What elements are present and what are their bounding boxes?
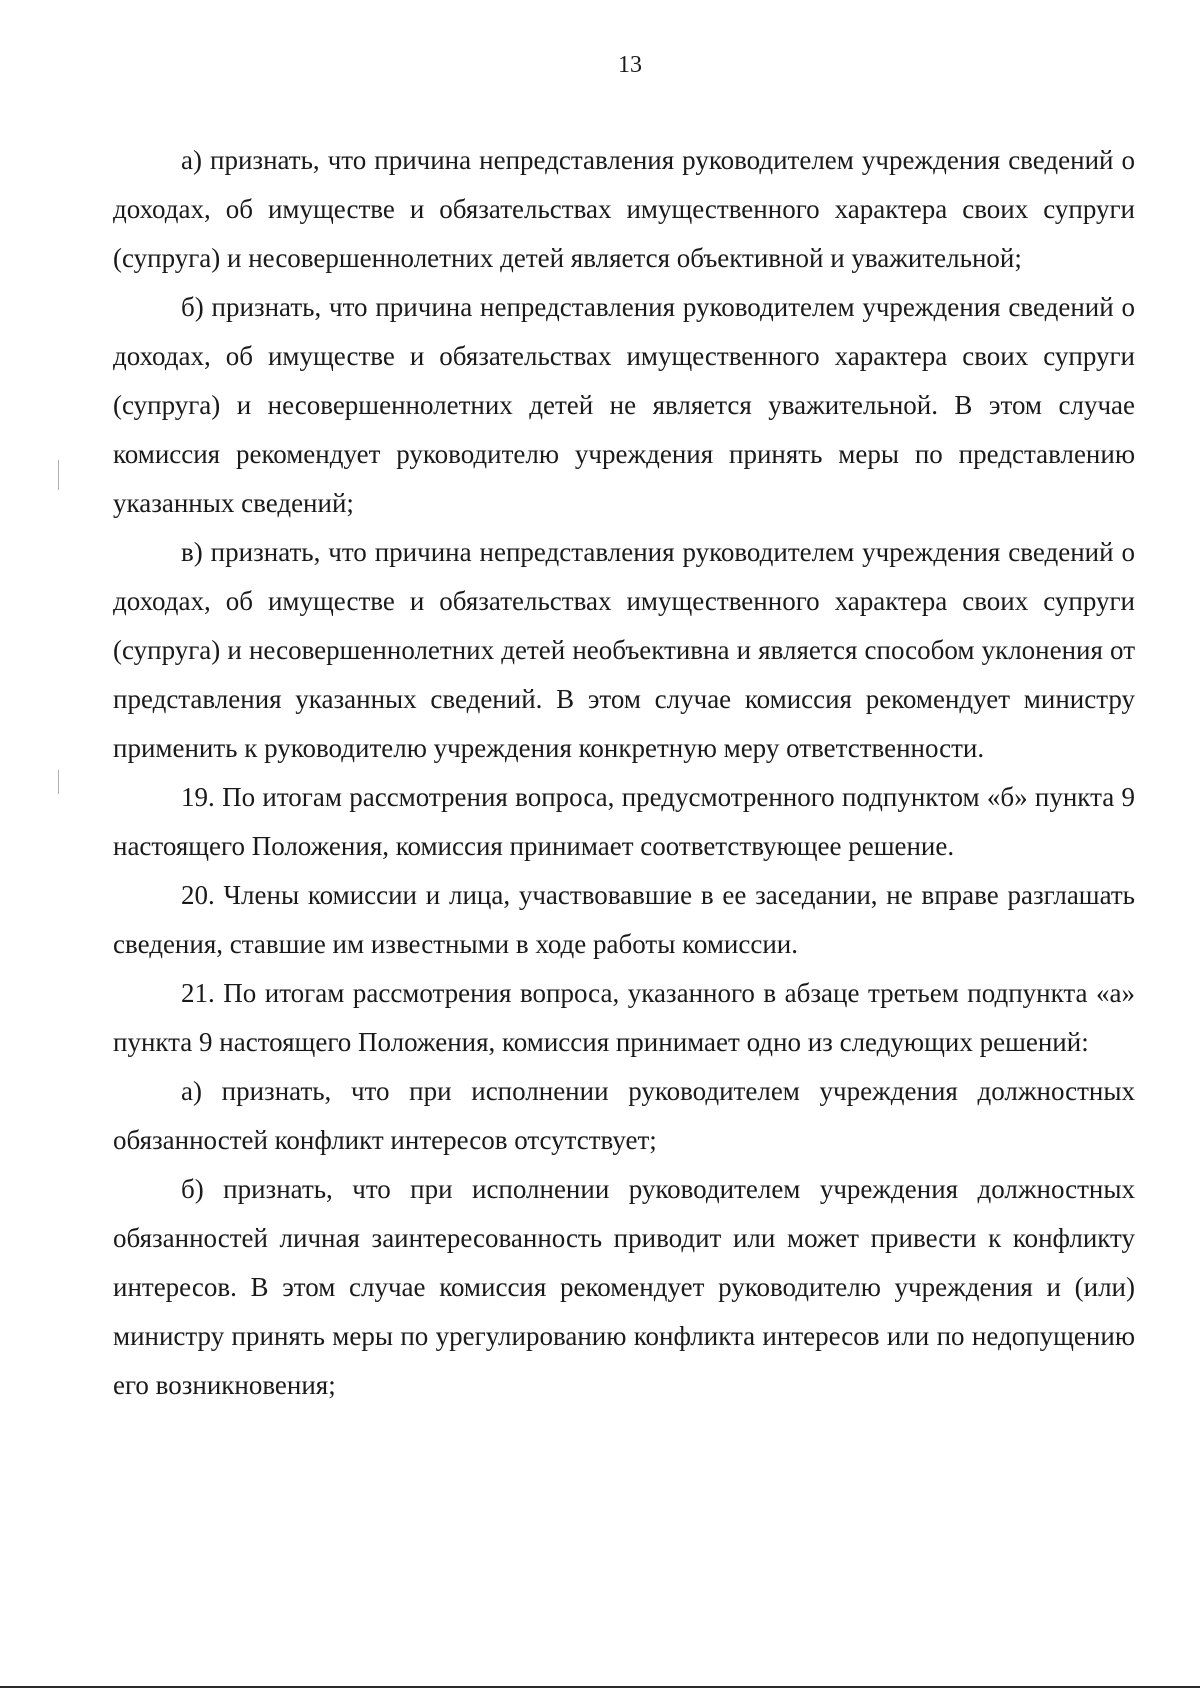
document-body — [113, 136, 1135, 1410]
paragraph-21: 21. По итогам рассмотрения вопроса, указанного в абзаце третьем подпункта «а» пункта 9 настоящего Положения, комиссия принимает одно из следующих решений: — [113, 978, 1135, 1057]
paragraph-19: 19. По итогам рассмотрения вопроса, предусмотренного подпунктом «б» пункта 9 настоящего Положения, комиссия принимает соответствующее решение. — [113, 782, 1135, 861]
paragraph-18-a: а) признать, что причина непредставления руководителем учреждения сведений о доходах, об имуществе и обязательствах имущественного характера своих супруги (супруга) и несовершеннолетних детей является объективной и уважительной; — [113, 145, 1135, 273]
paragraph-18-b: б) признать, что причина непредставления руководителем учреждения сведений о доходах, об имуществе и обязательствах имущественного характера своих супруги (супруга) и несовершеннолетних детей не является уважительной. В этом случае комиссия рекомендует руководителю учреждения принять меры по представлению указанных сведений; — [113, 292, 1135, 518]
scan-margin-mark — [58, 770, 59, 794]
scan-margin-mark — [58, 460, 59, 490]
page-number: 13 — [618, 52, 642, 78]
paragraph-18-v: в) признать, что причина непредставления руководителем учреждения сведений о доходах, об имуществе и обязательствах имущественного характера своих супруги (супруга) и несовершеннолетних детей необъективна и является способом уклонения от представления указанных сведений. В этом случае комиссия рекомендует министру применить к руководителю учреждения конкретную меру ответственности. — [113, 537, 1135, 763]
paragraph-20: 20. Члены комиссии и лица, участвовавшие в ее заседании, не вправе разглашать сведения, ставшие им известными в ходе работы комиссии. — [113, 880, 1135, 959]
paragraph-21-b: б) признать, что при исполнении руководителем учреждения должностных обязанностей личная заинтересованность приводит или может привести к конфликту интересов. В этом случае комиссия рекомендует руководителю учреждения и (или) министру принять меры по урегулированию конфликта интересов или по недопущению его возникновения; — [113, 1174, 1135, 1400]
paragraph-21-a: а) признать, что при исполнении руководителем учреждения должностных обязанностей конфликт интересов отсутствует; — [113, 1076, 1135, 1155]
